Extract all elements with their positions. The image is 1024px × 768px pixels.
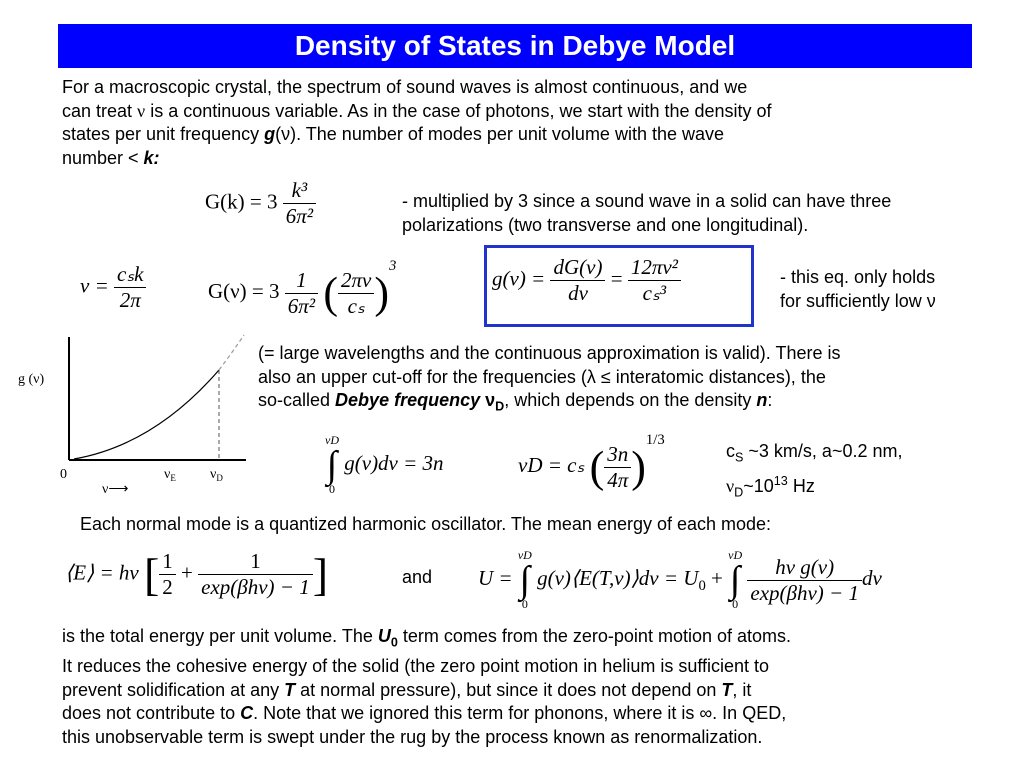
- x-axis-arrow-label: ν⟶: [102, 482, 129, 497]
- intro-paragraph: [62, 76, 962, 170]
- equation-normalization: νD ∫ 0 g(ν)dν = 3n: [325, 433, 444, 496]
- typical-values-note: $c_S$ ~3 km/s, a~0.2 nm, $\nu_D\sim 10^{13}$ Hz: [726, 441, 903, 500]
- cutoff-paragraph: (= large wavelengths and the continuous approximation is valid). There is also an upper cut-off for the frequencies (λ ≤ interatomic distances), the so-called Debye frequency $\nu_D$, which depends on the density n:: [258, 343, 841, 414]
- nuE-label: $\nu_E$: [164, 467, 176, 483]
- slide-title: Density of States in Debye Model: [58, 24, 972, 68]
- equation-debye-frequency: νD = cₛ ( $\frac{3n}{4\pi}$ )$^{1/3}$: [518, 432, 665, 492]
- oscillator-sentence: Each normal mode is a quantized harmonic oscillator. The mean energy of each mode:: [80, 514, 772, 534]
- intro-line-3: states per unit frequency g(ν). The number of modes per unit volume with the wave: [62, 124, 724, 144]
- y-axis-label: g (ν): [18, 372, 45, 387]
- and-word: and: [402, 567, 433, 587]
- note-low-frequency: - this eq. only holds for sufficiently low ν: [780, 267, 936, 311]
- equation-total-energy: U = νD ∫ 0 g(ν)⟨E(T,ν)⟩dν = $U_0$ + νD ∫ 0 $\frac{\text{hν g(ν)}}{\text{exp(βhν) − 1}}$ dν: [478, 548, 882, 611]
- equation-gnu: g(ν) = $\frac{dG(\nu)}{d\nu}$ = $\frac{\text{12πν²}}{\text{cₛ³}}$: [492, 255, 681, 306]
- conclusion-paragraph: is the total energy per unit volume. The $U_0$ term comes from the zero-point motion of atoms. It reduces the cohesive energy of the solid (the zero point motion in helium is sufficient to prevent solidification at any T at normal pressure), but since it does not depend on T, it does not contribute to C. Note that we ignored this term for phonons, where it is ∞. In QED, this unobservable term is swept under the rug by the process known as renormalization.: [62, 626, 792, 747]
- equation-Gnu: G(ν) = 3 $\frac{1}{\text{6π²}}$ ( $\frac{2\pi\nu}{\text{cₛ}}$ )$^3$: [208, 258, 397, 318]
- equation-nu: ν = $\frac{\text{cₛk}}{2\pi}$: [80, 262, 146, 313]
- intro-line-4: number < k:: [62, 147, 160, 168]
- equation-mean-energy: ⟨E⟩ = hν [ $\frac{1}{2}$ + $\frac{1}{\text{exp(βhν) − 1}}$ ]: [65, 549, 329, 600]
- intro-line-2: can treat ν is a continuous variable. As in the case of photons, we start with the density of: [62, 100, 772, 121]
- origin-label: 0: [60, 467, 67, 482]
- curve-solid: [74, 370, 219, 459]
- note-polarizations: - multiplied by 3 since a sound wave in a solid can have three polarizations (two transverse and one longitudinal).: [402, 191, 892, 235]
- nuD-label: $\nu_D$: [210, 467, 223, 483]
- density-of-states-sketch: [14, 325, 254, 500]
- intro-line-1: For a macroscopic crystal, the spectrum of sound waves is almost continuous, and we: [62, 77, 748, 97]
- equation-Gk: G(k) = 3 $\frac{\text{k³}}{\text{6π²}}$: [205, 178, 316, 229]
- curve-dashed: [219, 335, 244, 370]
